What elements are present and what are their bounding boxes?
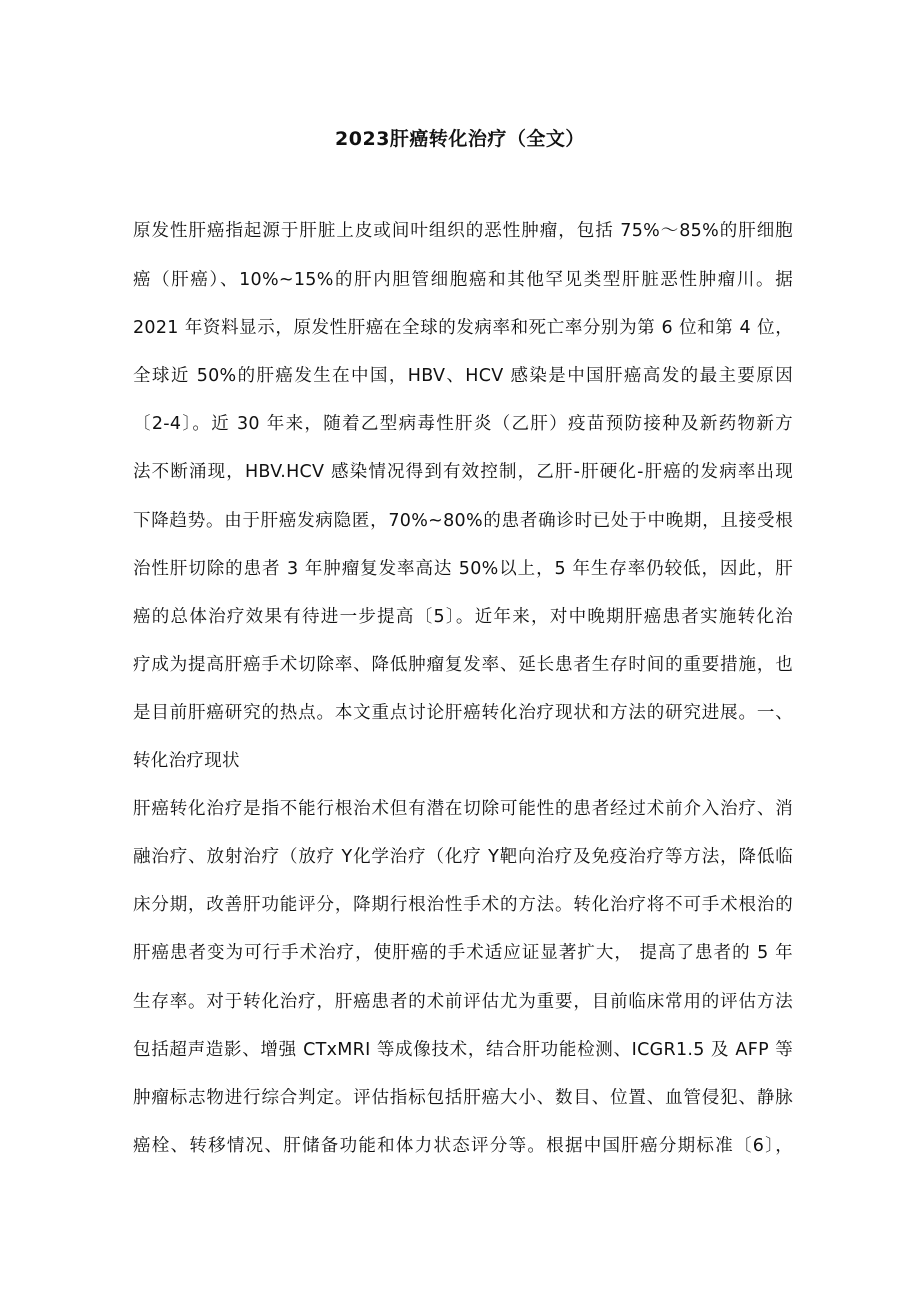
paragraph-line: 治性肝切除的患者 3 年肿瘤复发率高达 50%以上，5 年生存率仍较低，因此，肝 <box>133 559 793 579</box>
paragraph-line: 〔2-4〕。近 30 年来，随着乙型病毒性肝炎（乙肝）疫苗预防接种及新药物新方 <box>133 414 793 434</box>
paragraph-line: 癌（肝癌）、10%~15%的肝内胆管细胞癌和其他罕见类型肝脏恶性肿瘤川。据 <box>133 270 793 290</box>
document-title: 2023肝癌转化治疗（全文） <box>335 128 585 150</box>
paragraph-line: 床分期，改善肝功能评分，降期行根治性手术的方法。转化治疗将不可手术根治的 <box>133 895 793 915</box>
paragraph-line: 生存率。对于转化治疗，肝癌患者的术前评估尤为重要，目前临床常用的评估方法 <box>133 992 793 1012</box>
paragraph-line: 肝癌转化治疗是指不能行根治术但有潜在切除可能性的患者经过术前介入治疗、消 <box>133 799 793 819</box>
paragraph-line: 法不断涌现，HBV.HCV 感染情况得到有效控制，乙肝-肝硬化-肝癌的发病率出现 <box>133 462 793 482</box>
paragraph-line: 疗成为提高肝癌手术切除率、降低肿瘤复发率、延长患者生存时间的重要措施，也 <box>133 655 793 675</box>
paragraph-line: 原发性肝癌指起源于肝脏上皮或间叶组织的恶性肿瘤，包括 75%～85%的肝细胞 <box>133 221 793 241</box>
paragraph-line: 癌栓、转移情况、肝储备功能和体力状态评分等。根据中国肝癌分期标准〔6〕， <box>133 1136 793 1156</box>
paragraph-line: 下降趋势。由于肝癌发病隐匿，70%~80%的患者确诊时已处于中晚期，且接受根 <box>133 511 793 531</box>
paragraph-line: 肿瘤标志物进行综合判定。评估指标包括肝癌大小、数目、位置、血管侵犯、静脉 <box>133 1088 793 1108</box>
paragraph-line: 全球近 50%的肝癌发生在中国，HBV、HCV 感染是中国肝癌高发的最主要原因 <box>133 366 793 386</box>
paragraph-line: 是目前肝癌研究的热点。本文重点讨论肝癌转化治疗现状和方法的研究进展。一、 <box>133 703 793 723</box>
paragraph-line: 包括超声造影、增强 CTxMRI 等成像技术，结合肝功能检测、ICGR1.5 及 AFP 等 <box>133 1040 793 1060</box>
paragraph-line: 肝癌患者变为可行手术治疗，使肝癌的手术适应证显著扩大， 提高了患者的 5 年 <box>133 943 793 963</box>
paragraph-line: 2021 年资料显示，原发性肝癌在全球的发病率和死亡率分别为第 6 位和第 4 位， <box>133 318 793 338</box>
section-heading-line: 转化治疗现状 <box>133 751 240 771</box>
paragraph-line: 癌的总体治疗效果有待进一步提高〔5〕。近年来，对中晚期肝癌患者实施转化治 <box>133 607 793 627</box>
paragraph-line: 融治疗、放射治疗（放疗 Y化学治疗（化疗 Y靶向治疗及免疫治疗等方法，降低临 <box>133 847 793 867</box>
